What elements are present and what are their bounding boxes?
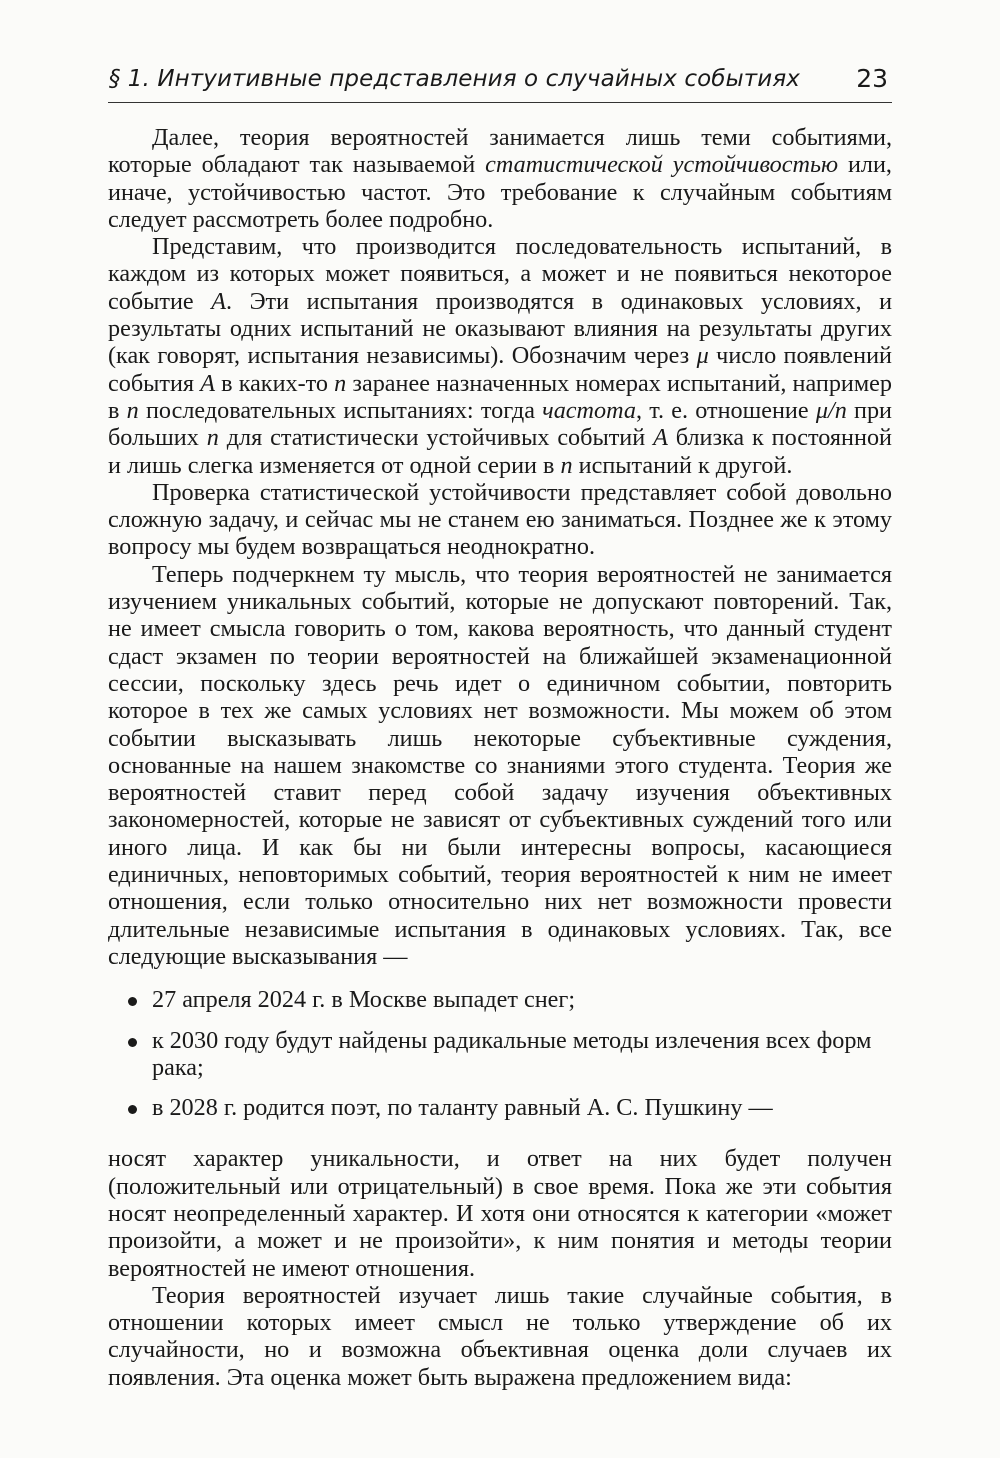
paragraph-1: Далее, теория вероятностей занимается лишь теми событиями, которые обладают так называемой статистической устойчивостью или, иначе, устойчивостью частот. Это требование к случайным событиям следует рассмотреть более подробно. (108, 124, 892, 233)
bullet-list (108, 986, 892, 1121)
math-var: A (653, 424, 668, 452)
page-number: 23 (856, 64, 888, 93)
page-body (108, 124, 892, 1391)
math-var: n (560, 451, 573, 479)
bullet-icon (128, 997, 137, 1006)
paragraph-5: носят характер уникальности, и ответ на них будет получен (положительный или отрицательный) в свое время. Пока же эти события носят неопределенный характер. И хотя они относятся к категории «может произойти, а может и не произойти», к ним понятия и методы теории вероятностей не имеют отношения. (108, 1145, 892, 1282)
math-var: A (200, 369, 215, 397)
running-header (108, 62, 892, 103)
math-var: n (126, 396, 139, 424)
math-var: n (334, 369, 347, 397)
list-item: 27 апреля 2024 г. в Москве выпадет снег; (108, 986, 892, 1013)
list-item: в 2028 г. родится поэт, по таланту равный А. С. Пушкину — (108, 1094, 892, 1121)
math-var: μ (696, 342, 709, 370)
paragraph-4: Теперь подчеркнем ту мысль, что теория вероятностей не занимается изучением уникальных событий, которые не допускают повторений. Так, не имеет смысла говорить о том, какова вероятность, что данный студент сдаст экзамен по теории вероятностей на ближайшей экзаменационной сессии, поскольку здесь речь идет о единичном событии, повторить которое в тех же самых условиях нет возможности. Мы можем об этом событии высказывать лишь некоторые субъективные суждения, основанные на нашем знакомстве со знаниями этого студента. Теория же вероятностей ставит перед собой задачу изучения объективных закономерностей, которые не зависят от субъективных суждений того или иного лица. И как бы ни были интересны вопросы, касающиеся единичных, неповторимых событий, теория вероятностей к ним не имеет отношения, если только относительно них нет возможности провести длительные независимые испытания в одинаковых условиях. Так, все следующие высказывания — (108, 560, 892, 970)
bullet-icon (128, 1105, 137, 1114)
list-item: к 2030 году будут найдены радикальные методы излечения всех форм рака; (108, 1027, 892, 1082)
emphasis-term: статистической устойчивостью (485, 151, 839, 179)
paragraph-2: Представим, что производится последовательность испытаний, в каждом из которых может появиться, а может и не появиться некоторое событие A. Эти испытания производятся в одинаковых условиях, и результаты одних испытаний не оказывают влияния на результаты других (как говорят, испытания независимы). Обозначим через μ число появлений события A в каких-то n заранее назначенных номерах испытаний, например в n последовательных испытаниях: тогда частота, т. е. отношение μ/n при больших n для статистически устойчивых событий A близка к постоянной и лишь слегка изменяется от одной серии в n испытаний к другой. (108, 233, 893, 479)
emphasis-term: частота (542, 396, 636, 424)
section-title: § 1. Интуитивные представления о случайных событиях (108, 66, 800, 92)
math-var: A (211, 287, 226, 315)
paragraph-3: Проверка статистической устойчивости представляет собой довольно сложную задачу, и сейчас мы не станем ею заниматься. Позднее же к этому вопросу мы будем возвращаться неоднократно. (108, 478, 892, 561)
math-var: n (206, 424, 219, 452)
math-expression: μ/n (815, 396, 847, 424)
paragraph-6: Теория вероятностей изучает лишь такие случайные события, в отношении которых имеет смысл не только утверждение об их случайности, но и возможна объективная оценка доли случаев их появления. Эта оценка может быть выражена предложением вида: (108, 1281, 892, 1391)
bullet-icon (128, 1038, 137, 1047)
